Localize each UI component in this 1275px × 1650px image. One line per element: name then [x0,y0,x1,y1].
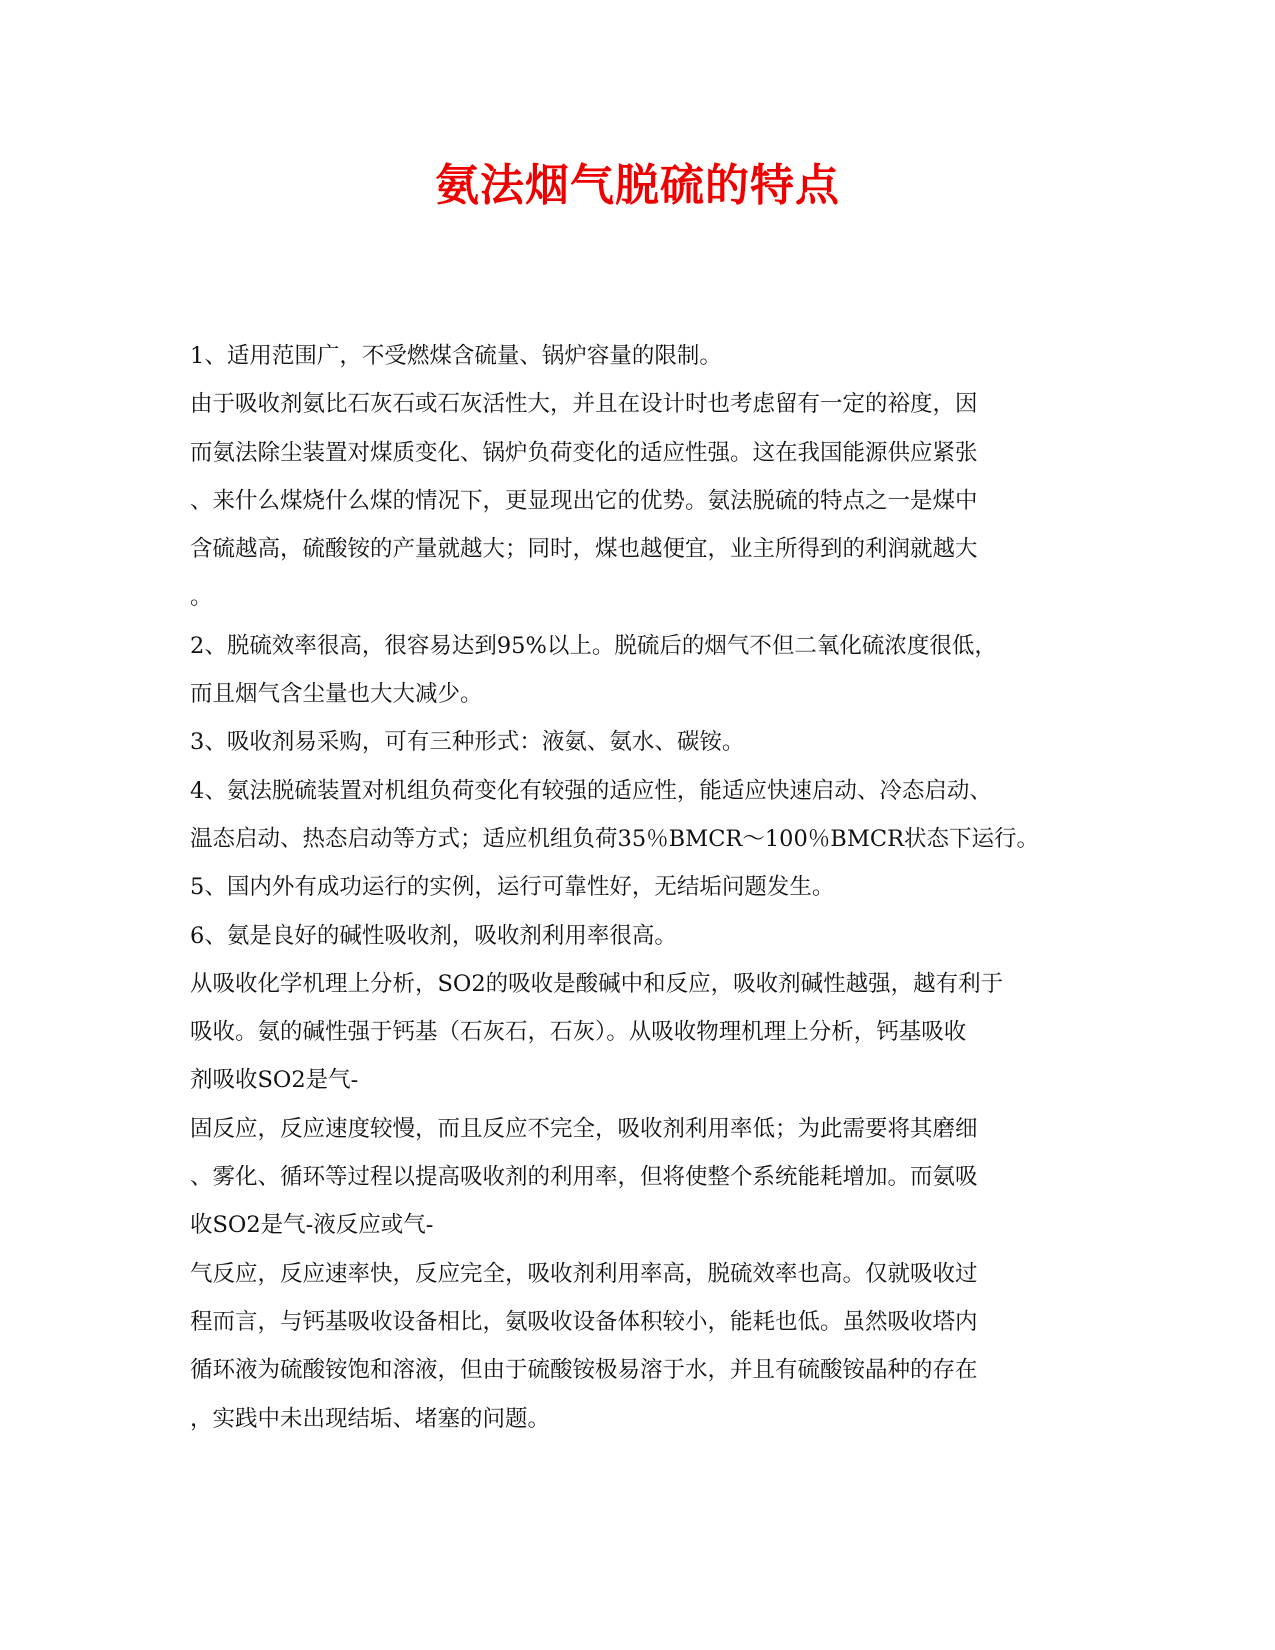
text-line: 吸收。氨的碱性强于钙基（石灰石，石灰）。从吸收物理机理上分析，钙基吸收 [190,1019,967,1046]
text-line: 。 [190,584,213,611]
text-line: 、来什么煤烧什么煤的情况下，更显现出它的优势。氨法脱硫的特点之一是煤中 [190,487,978,514]
text-line: 而且烟气含尘量也大大减少。 [190,681,483,708]
text-line: ，实践中未出现结垢、堵塞的问题。 [190,1405,551,1432]
text-line: 温态启动、热态启动等方式；适应机组负荷35％BMCR～100％BMCR状态下运行。 [190,825,1040,852]
text-line: 1、适用范围广，不受燃煤含硫量、锅炉容量的限制。 [190,343,722,369]
text-line: 固反应，反应速度较慢，而且反应不完全，吸收剂利用率低；为此需要将其磨细 [190,1115,978,1142]
text-line: 含硫越高，硫酸铵的产量就越大；同时，煤也越便宜，业主所得到的利润就越大 [190,536,978,563]
text-line: 收SO2是气-液反应或气- [190,1212,434,1239]
text-line: 气反应，反应速率快，反应完全，吸收剂利用率高，脱硫效率也高。仅就吸收过 [190,1260,978,1287]
text-line: 循环液为硫酸铵饱和溶液，但由于硫酸铵极易溶于水，并且有硫酸铵晶种的存在 [190,1357,978,1384]
text-line: 剂吸收SO2是气- [190,1067,359,1094]
text-line: 而氨法除尘装置对煤质变化、锅炉负荷变化的适应性强。这在我国能源供应紧张 [190,439,978,466]
text-line: 从吸收化学机理上分析，SO2的吸收是酸碱中和反应，吸收剂碱性越强，越有利于 [190,970,1004,997]
document-title: 氨法烟气脱硫的特点 [435,160,840,211]
text-line: 程而言，与钙基吸收设备相比，氨吸收设备体积较小，能耗也低。虽然吸收塔内 [190,1308,978,1335]
text-line: 2、脱硫效率很高，很容易达到95%以上。脱硫后的烟气不但二氧化硫浓度很低， [190,632,997,659]
text-line: 由于吸收剂氨比石灰石或石灰活性大，并且在设计时也考虑留有一定的裕度，因 [190,391,978,418]
text-line: 4、氨法脱硫装置对机组负荷变化有较强的适应性，能适应快速启动、冷态启动、 [190,777,992,804]
text-line: 5、国内外有成功运行的实例，运行可靠性好，无结垢问题发生。 [190,874,835,901]
text-line: 、雾化、循环等过程以提高吸收剂的利用率，但将使整个系统能耗增加。而氨吸 [190,1164,978,1191]
document-body [190,332,1080,1443]
text-line: 3、吸收剂易采购，可有三种形式：液氨、氨水、碳铵。 [190,729,745,756]
text-line: 6、氨是良好的碱性吸收剂，吸收剂利用率很高。 [190,922,677,949]
